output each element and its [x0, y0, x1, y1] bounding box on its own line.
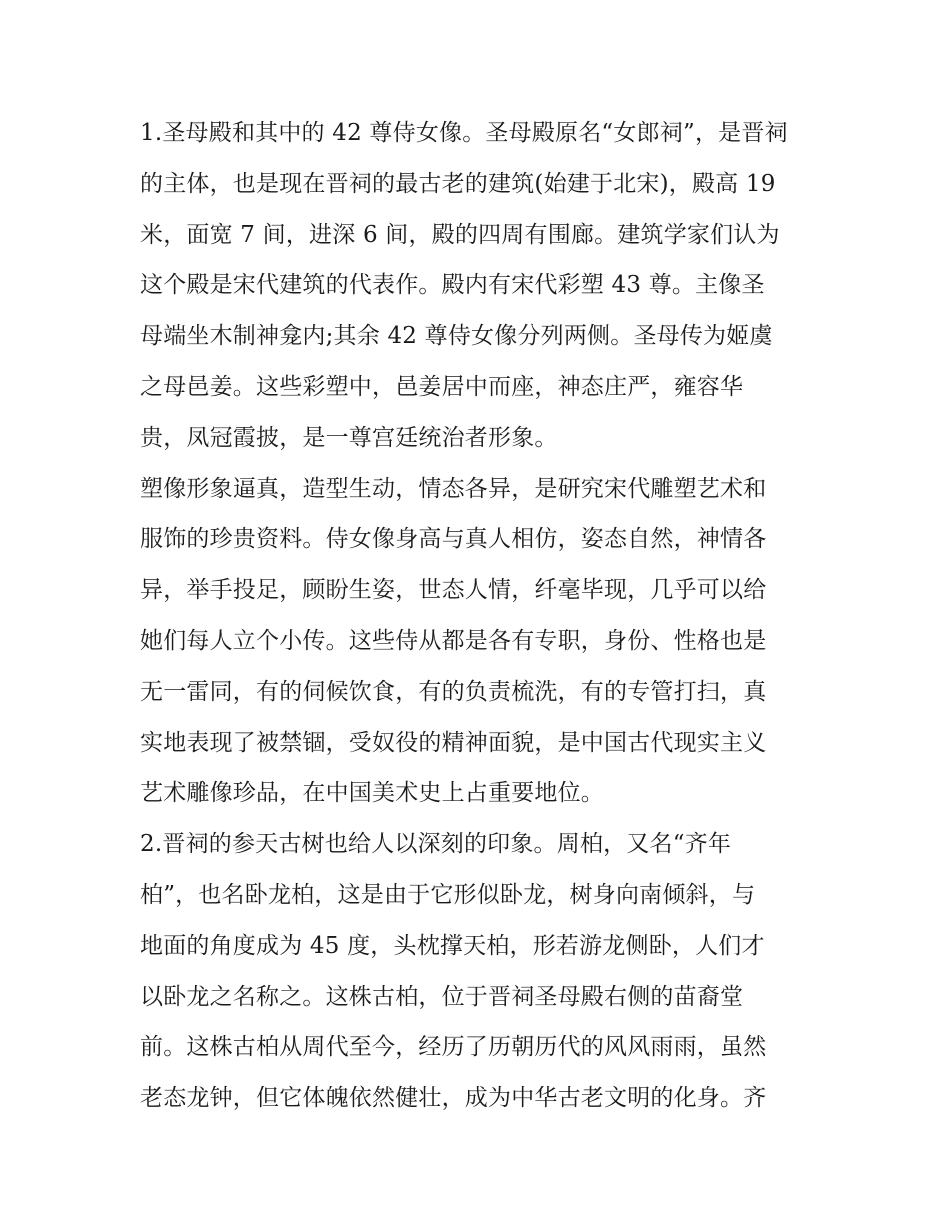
text-line: 实地表现了被禁锢，受奴役的精神面貌，是中国古代现实主义: [140, 729, 767, 756]
text-line: 1.圣母殿和其中的 42 尊侍女像。圣母殿原名“女郎祠”，是晋祠: [140, 120, 788, 146]
text-line: 2.晋祠的参天古树也给人以深刻的印象。周柏，又名“齐年: [140, 831, 732, 858]
text-line: 艺术雕像珍品，在中国美术史上占重要地位。: [140, 780, 604, 807]
text-line: 老态龙钟，但它体魄依然健壮，成为中华古老文明的化身。齐: [140, 1085, 767, 1112]
text-line: 塑像形象逼真，造型生动，情态各异，是研究宋代雕塑艺术和: [140, 475, 767, 502]
text-line: 的主体，也是现在晋祠的最古老的建筑(始建于北宋)，殿高 19: [140, 170, 776, 197]
text-line: 柏”，也名卧龙柏，这是由于它形似卧龙，树身向南倾斜，与: [140, 881, 756, 908]
text-line: 前。这株古柏从周代至今，经历了历朝历代的风风雨雨，虽然: [140, 1034, 767, 1061]
text-line: 以卧龙之名称之。这株古柏，位于晋祠圣母殿右侧的苗裔堂: [140, 983, 744, 1010]
text-line: 她们每人立个小传。这些侍从都是各有专职，身份、性格也是: [140, 627, 767, 654]
text-line: 母端坐木制神龛内;其余 42 尊侍女像分列两侧。圣母传为姬虞: [140, 323, 773, 350]
text-line: 之母邑姜。这些彩塑中，邑姜居中而座，神态庄严，雍容华: [140, 373, 744, 400]
text-line: 贵，凤冠霞披，是一尊宫廷统治者形象。: [140, 424, 558, 451]
text-line: 服饰的珍贵资料。侍女像身高与真人相仿，姿态自然，神情各: [140, 526, 767, 553]
text-line: 这个殿是宋代建筑的代表作。殿内有宋代彩塑 43 尊。主像圣: [140, 272, 765, 299]
body-text: [140, 108, 820, 1124]
text-line: 异，举手投足，顾盼生姿，世态人情，纤毫毕现，几乎可以给: [140, 577, 767, 604]
text-line: 米，面宽 7 间，进深 6 间，殿的四周有围廊。建筑学家们认为: [140, 221, 780, 248]
text-line: 地面的角度成为 45 度，头枕撑天柏，形若游龙侧卧，人们才: [140, 932, 765, 959]
text-line: 无一雷同，有的伺候饮食，有的负责梳洗，有的专管打扫，真: [140, 678, 767, 705]
